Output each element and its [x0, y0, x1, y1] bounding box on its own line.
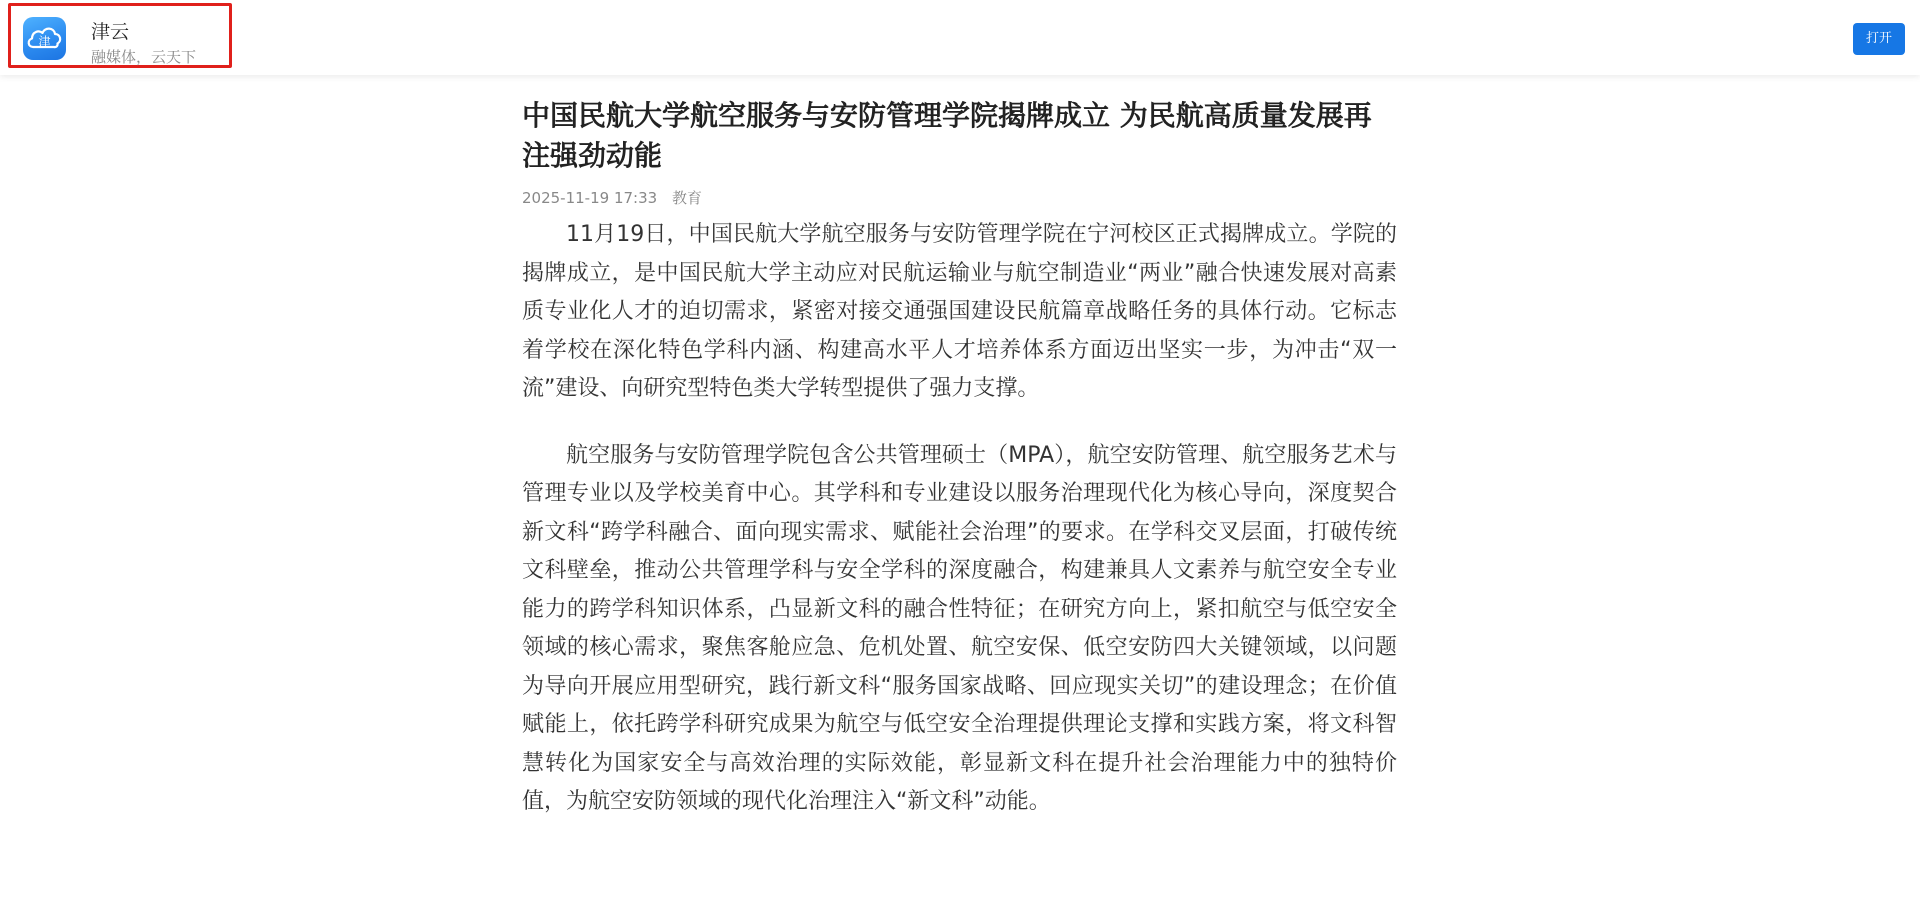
- logo-glyph: 津: [38, 34, 51, 49]
- app-name: 津云: [91, 21, 130, 43]
- article-paragraph: 航空服务与安防管理学院包含公共管理硕士（MPA），航空安防管理、航空服务艺术与管理专业以及学校美育中心。其学科和专业建设以服务治理现代化为核心导向，深度契合新文科“跨学科融合、面向现实需求、赋能社会治理”的要求。在学科交叉层面，打破传统文科壁垒，推动公共管理学科与安全学科的深度融合，构建兼具人文素养与航空安全专业能力的跨学科知识体系，凸显新文科的融合性特征；在研究方向上，紧扣航空与低空安全领域的核心需求，聚焦客舱应急、危机处置、航空安保、低空安防四大关键领域，以问题为导向开展应用型研究，践行新文科“服务国家战略、回应现实关切”的建设理念；在价值赋能上，依托跨学科研究成果为航空与低空安全治理提供理论支撑和实践方案，将文科智慧转化为国家安全与高效治理的实际效能，彰显新文科在提升社会治理能力中的独特价值，为航空安防领域的现代化治理注入“新文科”动能。: [522, 442, 1397, 814]
- article: [522, 96, 1397, 850]
- cloud-icon: [23, 17, 66, 60]
- app-slogan: 融媒体，云天下: [91, 48, 197, 66]
- article-meta: [522, 188, 1397, 208]
- article-category[interactable]: 教育: [671, 189, 702, 207]
- app-banner: [0, 0, 1920, 75]
- article-body: [522, 216, 1397, 822]
- open-app-button[interactable]: 打开: [1853, 23, 1905, 55]
- article-paragraph: 11月19日，中国民航大学航空服务与安防管理学院在宁河校区正式揭牌成立。学院的揭牌成立，是中国民航大学主动应对民航运输业与航空制造业“两业”融合快速发展对高素质专业化人才的迫切需求，紧密对接交通强国建设民航篇章战略任务的具体行动。它标志着学校在深化特色学科内涵、构建高水平人才培养体系方面迈出坚实一步，为冲击“双一流”建设、向研究型特色类大学转型提供了强力支撑。: [522, 222, 1397, 401]
- app-brand[interactable]: [8, 3, 232, 68]
- publish-datetime: 2025-11-19 17:33: [522, 189, 658, 207]
- jinyun-logo-icon: [23, 17, 66, 60]
- article-title: 中国民航大学航空服务与安防管理学院揭牌成立 为民航高质量发展再注强劲动能: [522, 99, 1372, 172]
